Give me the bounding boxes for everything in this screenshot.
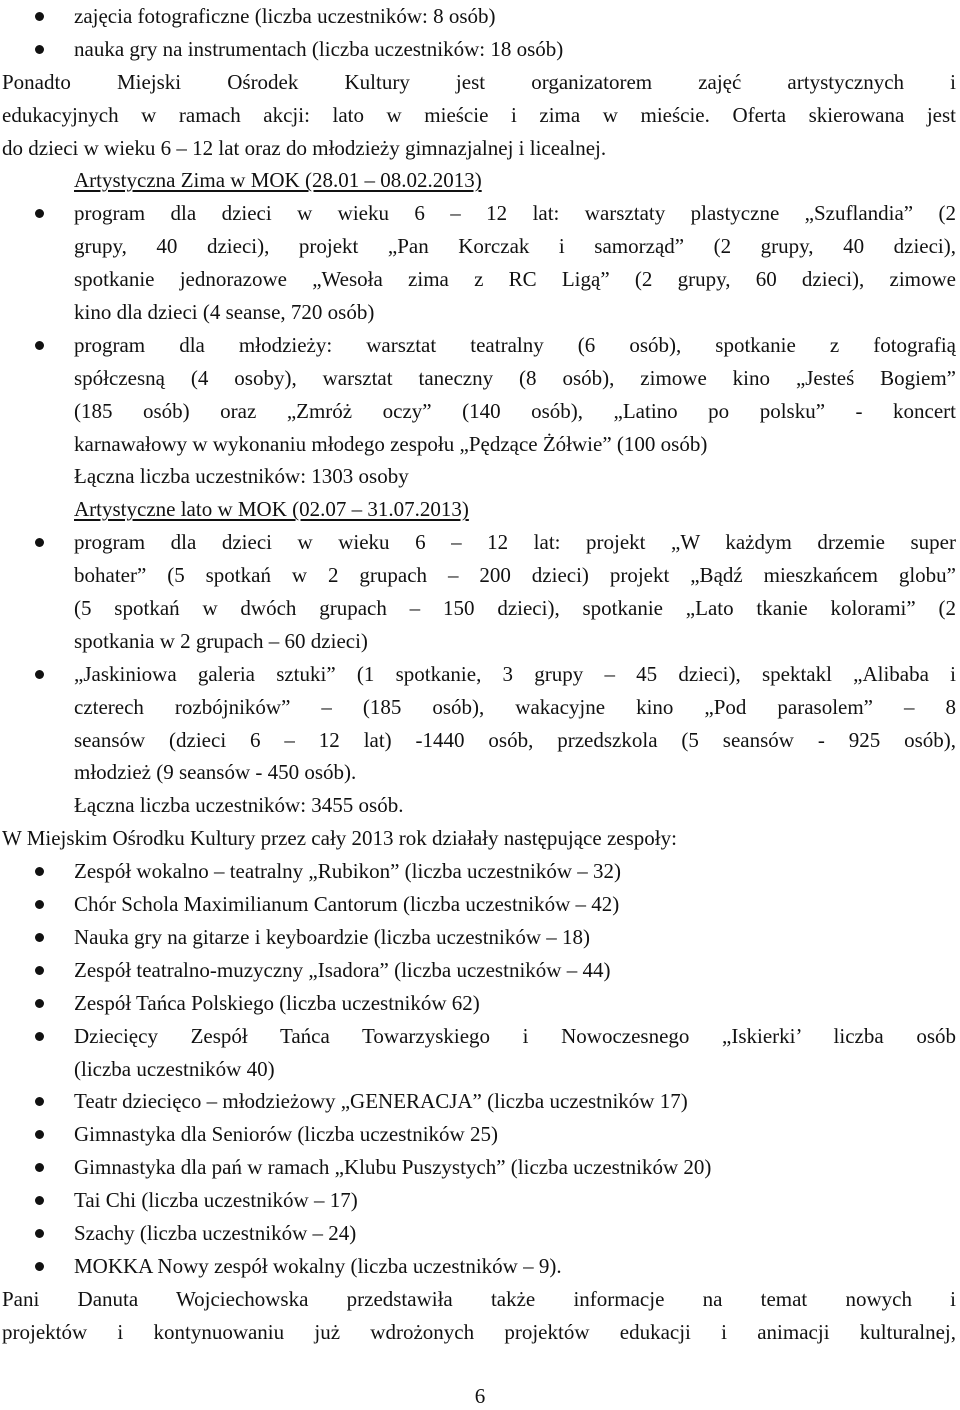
bullet-icon <box>35 341 44 350</box>
list-item: Chór Schola Maximilianum Cantorum (liczba uczestników – 42) <box>2 888 956 921</box>
list-item-continuation: kino dla dzieci (4 seanse, 720 osób) <box>74 300 375 325</box>
document-page <box>2 0 956 1349</box>
list-item-continuation: karnawałowy w wykonaniu młodego zespołu „Pędzące Żółwie” (100 osób) <box>74 431 708 456</box>
paragraph-line: projektów i kontynuowaniu już wdrożonych projektów edukacji i animacji kulturalnej, <box>2 1319 956 1344</box>
bullet-icon <box>35 1229 44 1238</box>
list-item: Nauka gry na gitarze i keyboardzie (liczba uczestników – 18) <box>2 921 956 954</box>
bullet-icon <box>35 900 44 909</box>
list-item: Zespół Tańca Polskiego (liczba uczestników 62) <box>2 987 956 1020</box>
bullet-icon <box>35 933 44 942</box>
list-item-continuation: młodzież (9 seansów - 450 osób). <box>74 760 357 785</box>
paragraph-line: Ponadto Miejski Ośrodek Kultury jest organizatorem zajęć artystycznych i <box>2 69 956 94</box>
list-item: Gimnastyka dla Seniorów (liczba uczestników 25) <box>2 1118 956 1151</box>
paragraph-line: edukacyjnych w ramach akcji: lato w mieście i zima w mieście. Oferta skierowana jest <box>2 102 956 127</box>
bullet-icon <box>35 538 44 547</box>
bullet-icon <box>35 1163 44 1172</box>
list-item: Szachy (liczba uczestników – 24) <box>2 1217 956 1250</box>
bullet-icon <box>35 966 44 975</box>
list-item-continuation: spółczesną (4 osoby), warsztat taneczny (8 osób), zimowe kino „Jesteś Bogiem” <box>74 365 956 390</box>
bullet-icon <box>35 670 44 679</box>
section-heading-winter: Artystyczna Zima w MOK (28.01 – 08.02.2013) <box>74 168 482 193</box>
list-item: Tai Chi (liczba uczestników – 17) <box>2 1184 956 1217</box>
list-item: nauka gry na instrumentach (liczba uczestników: 18 osób) <box>2 33 956 66</box>
list-item: Dziecięcy Zespół Tańca Towarzyskiego i Nowoczesnego „Iskierki’ liczba osób <box>2 1020 956 1053</box>
list-item: zajęcia fotograficzne (liczba uczestników: 8 osób) <box>2 0 956 33</box>
list-item: MOKKA Nowy zespół wokalny (liczba uczestników – 9). <box>2 1250 956 1283</box>
bullet-icon <box>35 45 44 54</box>
bullet-icon <box>35 1130 44 1139</box>
list-item-continuation: seansów (dzieci 6 – 12 lat) -1440 osób, przedszkola (5 seansów - 925 osób), <box>74 727 956 752</box>
list-item-continuation: czterech rozbójników” – (185 osób), wakacyjne kino „Pod parasolem” – 8 <box>74 694 956 719</box>
bullet-icon <box>35 12 44 21</box>
bullet-icon <box>35 1262 44 1271</box>
list-item-continuation: (185 osób) oraz „Zmróż oczy” (140 osób), „Latino po polsku” - koncert <box>74 398 956 423</box>
paragraph-line: Pani Danuta Wojciechowska przedstawiła także informacje na temat nowych i <box>2 1286 956 1311</box>
list-item-continuation: spotkanie jednorazowe „Wesoła zima z RC Ligą” (2 grupy, 60 dzieci), zimowe <box>74 267 956 292</box>
bullet-icon <box>35 1097 44 1106</box>
total-participants: Łączna liczba uczestników: 3455 osób. <box>74 793 404 818</box>
list-item-continuation: (5 spotkań w dwóch grupach – 150 dzieci), spotkanie „Lato tkanie kolorami” (2 <box>74 596 956 621</box>
paragraph-line: W Miejskim Ośrodku Kultury przez cały 2013 rok działały następujące zespoły: <box>2 826 677 851</box>
list-item: Zespół teatralno-muzyczny „Isadora” (liczba uczestników – 44) <box>2 954 956 987</box>
bullet-icon <box>35 1032 44 1041</box>
list-item: program dla młodzieży: warsztat teatralny (6 osób), spotkanie z fotografią <box>2 329 956 362</box>
list-item-continuation: spotkania w 2 grupach – 60 dzieci) <box>74 628 368 653</box>
list-item-continuation: grupy, 40 dzieci), projekt „Pan Korczak i samorząd” (2 grupy, 40 dzieci), <box>74 234 956 259</box>
list-item: Gimnastyka dla pań w ramach „Klubu Puszystych” (liczba uczestników 20) <box>2 1151 956 1184</box>
bullet-icon <box>35 867 44 876</box>
list-item: program dla dzieci w wieku 6 – 12 lat: warsztaty plastyczne „Szuflandia” (2 <box>2 197 956 230</box>
bullet-icon <box>35 999 44 1008</box>
bullet-icon <box>35 209 44 218</box>
total-participants: Łączna liczba uczestników: 1303 osoby <box>74 464 409 489</box>
list-item-continuation: bohater” (5 spotkań w 2 grupach – 200 dzieci) projekt „Bądź mieszkańcem globu” <box>74 563 956 588</box>
paragraph-line: do dzieci w wieku 6 – 12 lat oraz do młodzieży gimnazjalnej i licealnej. <box>2 135 607 160</box>
section-heading-summer: Artystyczne lato w MOK (02.07 – 31.07.2013) <box>74 497 469 522</box>
list-item: „Jaskiniowa galeria sztuki” (1 spotkanie, 3 grupy – 45 dzieci), spektakl „Alibaba i <box>2 658 956 691</box>
list-item: Zespół wokalno – teatralny „Rubikon” (liczba uczestników – 32) <box>2 855 956 888</box>
list-item: Teatr dziecięco – młodzieżowy „GENERACJA” (liczba uczestników 17) <box>2 1085 956 1118</box>
list-item: program dla dzieci w wieku 6 – 12 lat: projekt „W każdym drzemie super <box>2 526 956 559</box>
bullet-icon <box>35 1196 44 1205</box>
list-item-continuation: (liczba uczestników 40) <box>74 1056 275 1081</box>
page-number: 6 <box>474 1384 486 1408</box>
